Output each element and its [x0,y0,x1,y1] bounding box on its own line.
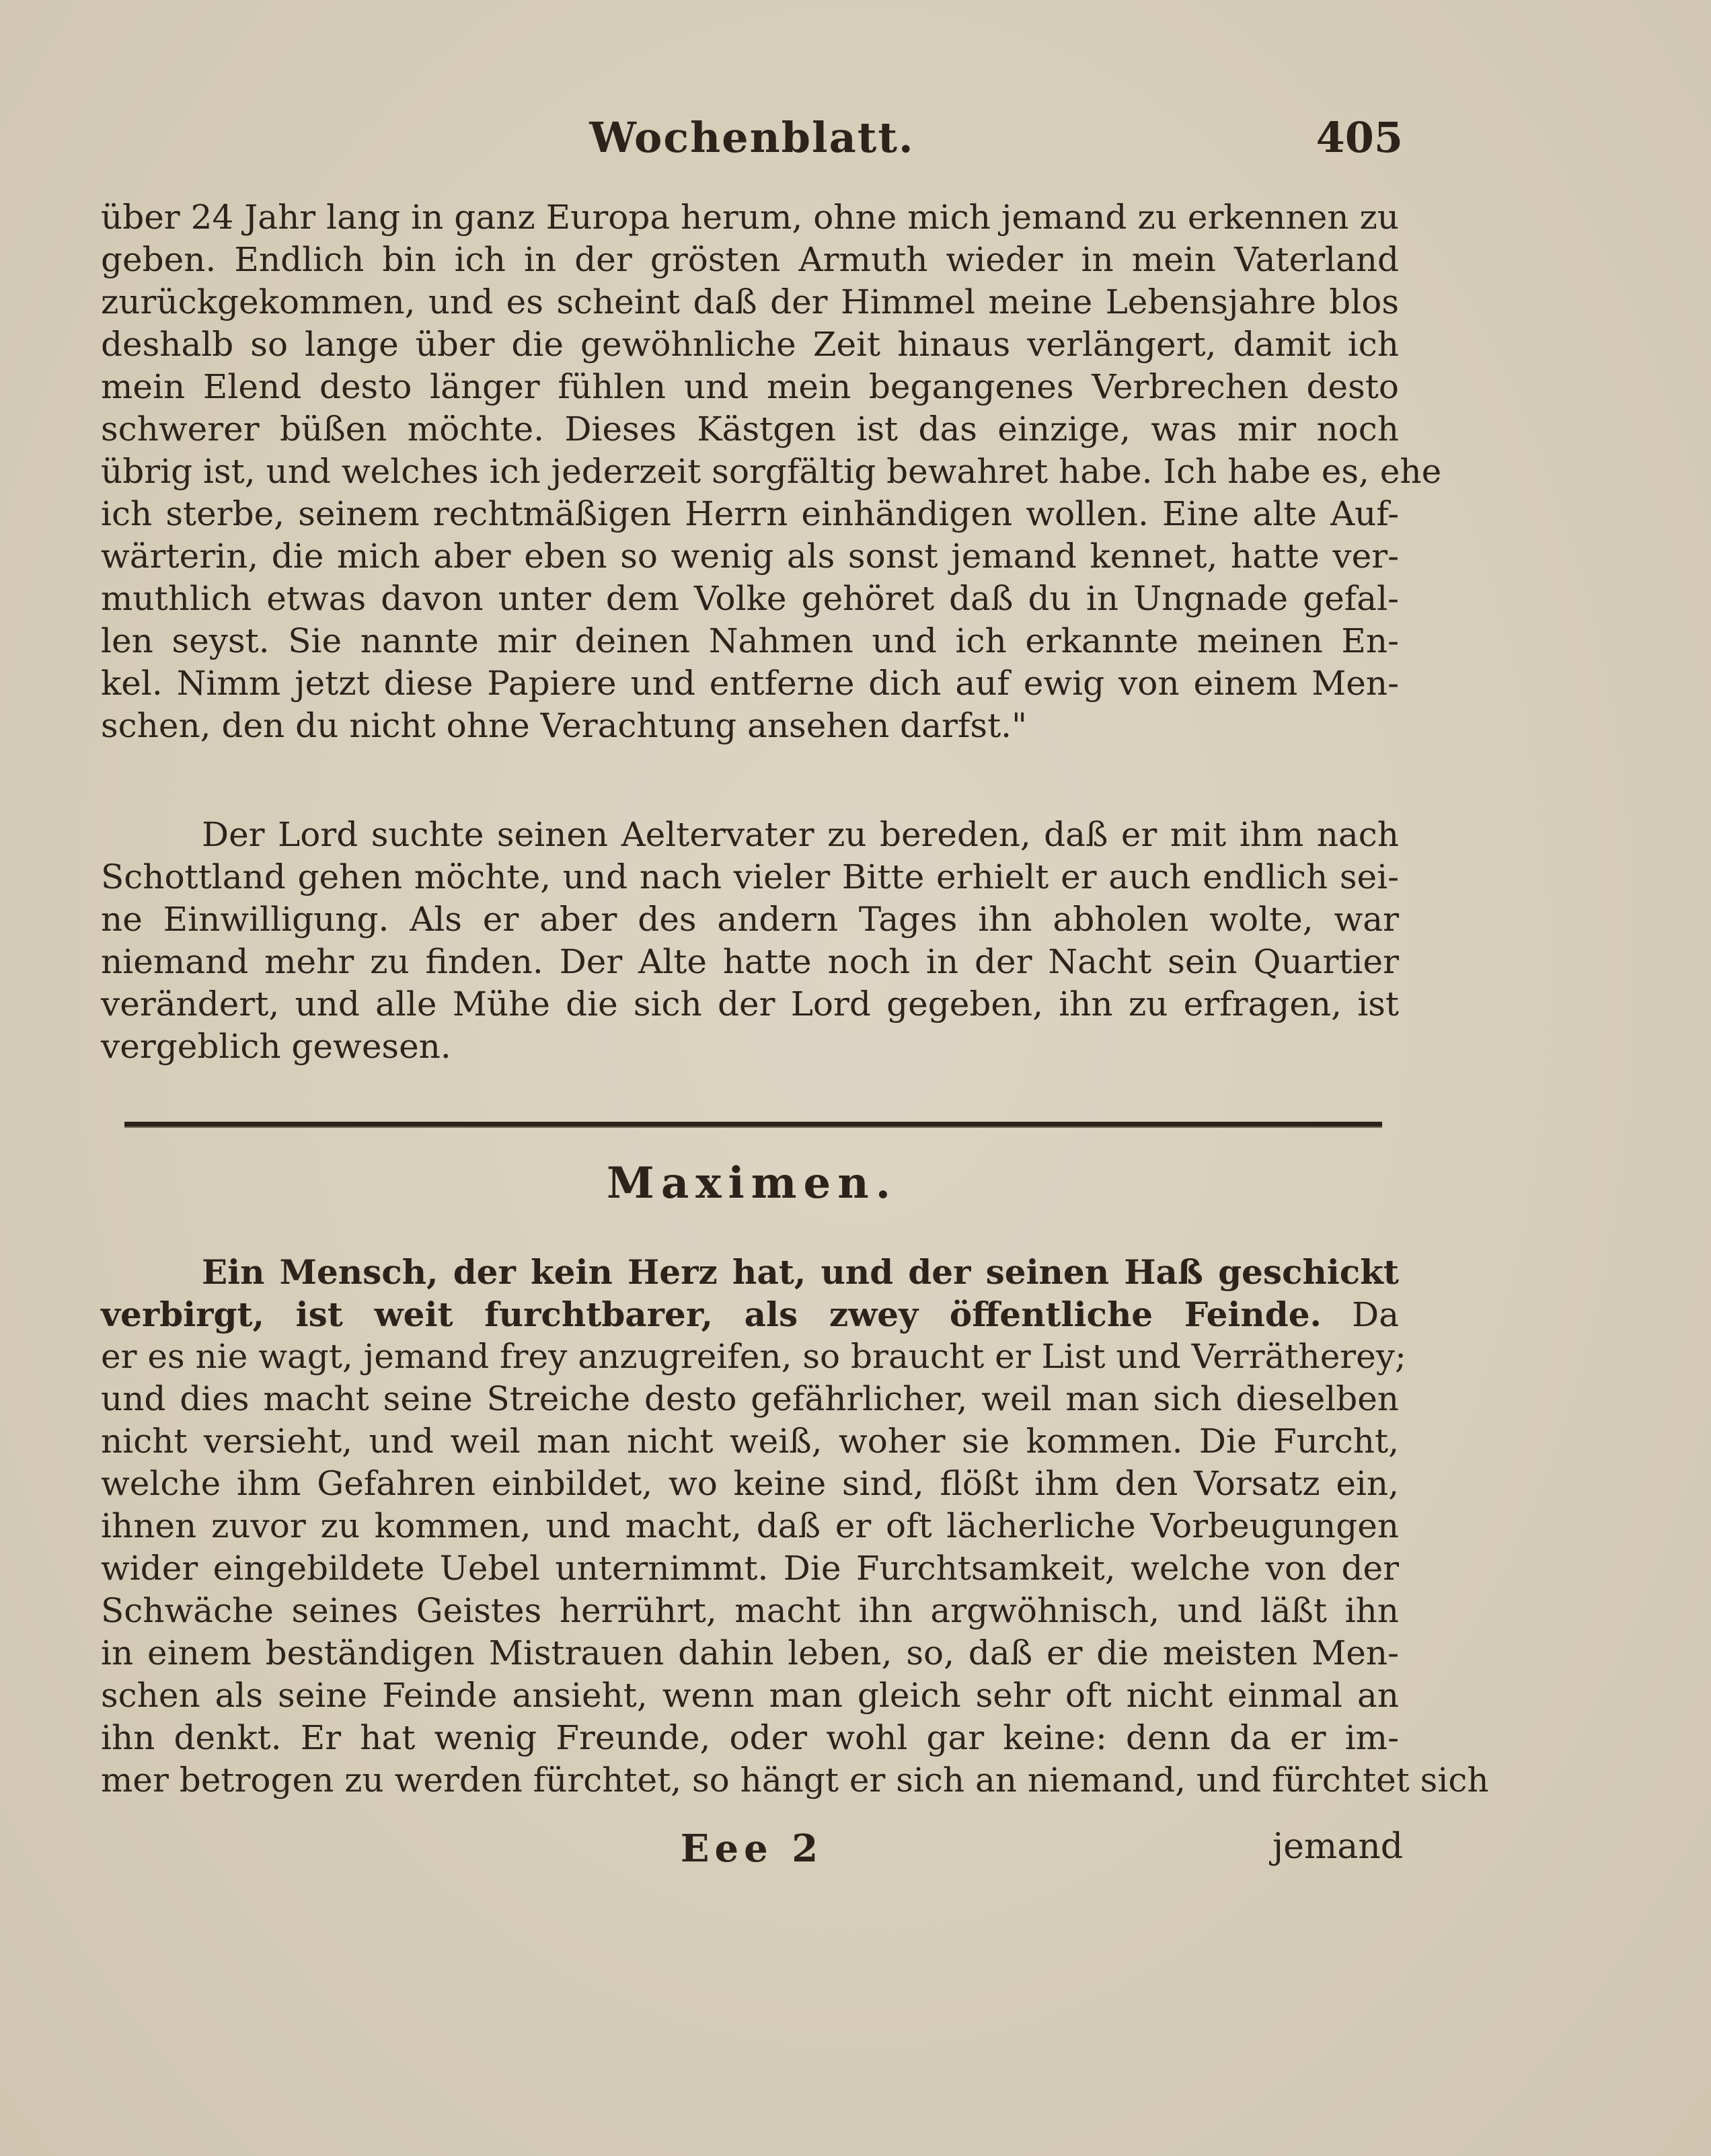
text-line: wider eingebildete Uebel unternimmt. Die Furchtsamkeit, welche von der [101,1549,1399,1588]
running-head [101,113,1403,174]
text-line: Schwäche seines Geistes herrührt, macht ihn argwöhnisch, und läßt ihn [101,1591,1399,1630]
section-heading: Maximen. [606,1158,898,1208]
text-line: er es nie wagt, jemand frey anzugreifen, so braucht er List und Verrätherey; [101,1337,1406,1376]
page-footer [101,1826,1403,1874]
catchword: jemand [1272,1826,1403,1867]
emphasis-text: verbirgt, ist weit furchtbarer, als zwey öffentliche Feinde. [101,1295,1322,1334]
section-divider [124,1122,1382,1128]
text-line: kel. Nimm jetzt diese Papiere und entferne dich auf ewig von einem Men- [101,664,1399,703]
text-line: mein Elend desto länger fühlen und mein begangenes Verbrechen desto [101,367,1399,406]
text-line: schen als seine Feinde ansieht, wenn man gleich sehr oft nicht einmal an [101,1676,1399,1715]
text-line: verändert, und alle Mühe die sich der Lord gegeben, ihn zu erfragen, ist [101,985,1399,1024]
text-line: ihn denkt. Er hat wenig Freunde, oder wohl gar keine: denn da er im- [101,1718,1399,1757]
text-line: schwerer büßen möchte. Dieses Kästgen ist das einzige, was mir noch [101,410,1399,449]
text-line [101,1293,1399,1336]
text-line: übrig ist, und welches ich jederzeit sorgfältig bewahret habe. Ich habe es, ehe [101,452,1442,491]
paragraph-lord [101,814,1399,1068]
paragraph-letter-end [101,196,1442,747]
text-line: Der Lord suchte seinen Aeltervater zu bereden, daß er mit ihm nach [202,815,1399,854]
text-line: zurückgekommen, und es scheint daß der Himmel meine Lebensjahre blos [101,282,1399,321]
text-line: geben. Endlich bin ich in der grösten Armuth wieder in mein Vaterland [101,240,1399,279]
text-line: wärterin, die mich aber eben so wenig als sonst jemand kennet, hatte ver- [101,537,1399,576]
text-line: ihnen zuvor zu kommen, und macht, daß er oft lächerliche Vorbeugungen [101,1506,1399,1545]
text-line: in einem beständigen Mistrauen dahin leben, so, daß er die meisten Men- [101,1633,1399,1672]
text-line: muthlich etwas davon unter dem Volke gehöret daß du in Ungnade gefal- [101,579,1399,618]
text-line: und dies macht seine Streiche desto gefährlicher, weil man sich dieselben [101,1379,1399,1418]
text-fragment: Da [1321,1295,1399,1334]
text-line: schen, den du nicht ohne Verachtung ansehen darfst." [101,706,1028,745]
text-line: mer betrogen zu werden fürchtet, so hängt er sich an niemand, und fürchtet sich [101,1761,1489,1800]
signature-mark: Eee 2 [680,1826,824,1871]
text-line: len seyst. Sie nannte mir deinen Nahmen und ich erkannte meinen En- [101,621,1399,660]
text-line: ich sterbe, seinem rechtmäßigen Herrn einhändigen wollen. Eine alte Auf- [101,494,1399,533]
text-line: welche ihm Gefahren einbildet, wo keine sind, flößt ihm den Vorsatz ein, [101,1464,1399,1503]
text-line: niemand mehr zu finden. Der Alte hatte noch in der Nacht sein Quartier [101,942,1399,981]
text-line: Ein Mensch, der kein Herz hat, und der seinen Haß geschickt [202,1252,1399,1292]
paragraph-maxims [101,1251,1489,1802]
text-line: ne Einwilligung. Als er aber des andern Tages ihn abholen wolte, war [101,900,1399,939]
page-number: 405 [1316,113,1403,162]
text-line: über 24 Jahr lang in ganz Europa herum, ohne mich jemand zu erkennen zu [101,198,1399,237]
running-title: Wochenblatt. [589,113,915,162]
text-line: Schottland gehen möchte, und nach vieler Bitte erhielt er auch endlich sei- [101,857,1399,896]
text-line: nicht versieht, und weil man nicht weiß, woher sie kommen. Die Furcht, [101,1422,1399,1461]
text-line: deshalb so lange über die gewöhnliche Zeit hinaus verlängert, damit ich [101,325,1399,364]
text-line: vergeblich gewesen. [101,1027,451,1066]
